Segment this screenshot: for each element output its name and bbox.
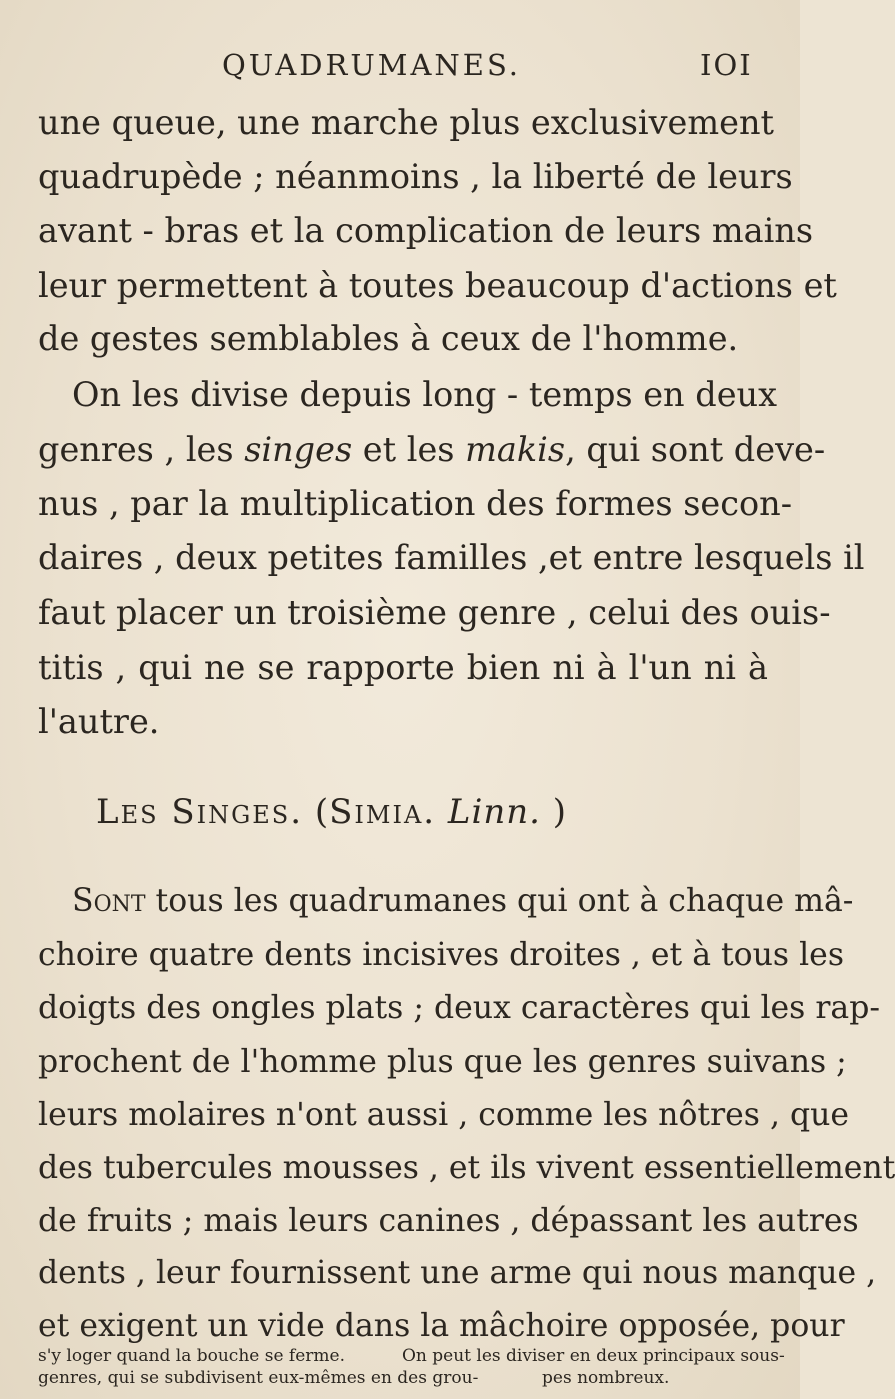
text-line: quadrupède ; néanmoins , la liberté de leurs bbox=[38, 157, 793, 196]
text-line: pes nombreux. bbox=[542, 1368, 670, 1388]
text-line: prochent de l'homme plus que les genres suivans ; bbox=[38, 1044, 847, 1080]
text-line: faut placer un troisième genre , celui des ouis- bbox=[38, 593, 831, 632]
text-span: et les bbox=[352, 430, 466, 469]
text-line: et exigent un vide dans la mâchoire opposée, pour bbox=[38, 1308, 845, 1344]
text-span: genres , les bbox=[38, 430, 245, 469]
text-span: , qui sont deve- bbox=[565, 430, 826, 469]
heading-title: Les Singes. bbox=[96, 792, 304, 832]
text-line: une queue, une marche plus exclusivement bbox=[38, 103, 774, 142]
page-number: IOI bbox=[700, 48, 753, 82]
section-heading bbox=[96, 792, 567, 832]
text-line: genres, qui se subdivisent eux-mêmes en des grou- bbox=[38, 1368, 479, 1388]
heading-paren: ) bbox=[540, 792, 568, 832]
italic-term-makis: makis bbox=[465, 430, 566, 469]
text-line: leur permettent à toutes beaucoup d'actions et bbox=[38, 266, 837, 305]
text-line: leurs molaires n'ont aussi , comme les nôtres , que bbox=[38, 1097, 850, 1133]
text-line: l'autre. bbox=[38, 702, 160, 741]
text-line: daires , deux petites familles ,et entre lesquels il bbox=[38, 538, 865, 577]
text-line: avant - bras et la complication de leurs mains bbox=[38, 211, 814, 250]
text-line: de fruits ; mais leurs canines , dépassant les autres bbox=[38, 1203, 859, 1239]
text-line bbox=[72, 883, 854, 919]
page-header bbox=[0, 44, 800, 94]
text-span: tous les quadrumanes qui ont à chaque mâ- bbox=[145, 883, 854, 919]
text-line: On peut les diviser en deux principaux sous- bbox=[402, 1346, 785, 1366]
text-line: de gestes semblables à ceux de l'homme. bbox=[38, 319, 739, 358]
lead-word: Sont bbox=[72, 883, 146, 919]
text-line: titis , qui ne se rapporte bien ni à l'un ni à bbox=[38, 648, 768, 687]
text-line: On les divise depuis long - temps en deux bbox=[72, 375, 778, 414]
running-title: QUADRUMANES. bbox=[222, 48, 522, 82]
text-line: des tubercules mousses , et ils vivent essentiellement bbox=[38, 1150, 895, 1186]
italic-term-singes: singes bbox=[244, 430, 353, 469]
text-line: choire quatre dents incisives droites , et à tous les bbox=[38, 937, 844, 973]
text-line: s'y loger quand la bouche se ferme. bbox=[38, 1346, 345, 1366]
text-line: dents , leur fournissent une arme qui nous manque , bbox=[38, 1255, 877, 1291]
text-line: nus , par la multiplication des formes secon- bbox=[38, 484, 793, 523]
heading-space bbox=[436, 792, 448, 832]
heading-paren: ( bbox=[303, 792, 330, 832]
text-line: doigts des ongles plats ; deux caractères qui les rap- bbox=[38, 990, 881, 1026]
heading-author: Linn. bbox=[447, 792, 541, 832]
heading-genus: Simia. bbox=[329, 792, 437, 832]
text-line bbox=[38, 430, 826, 469]
